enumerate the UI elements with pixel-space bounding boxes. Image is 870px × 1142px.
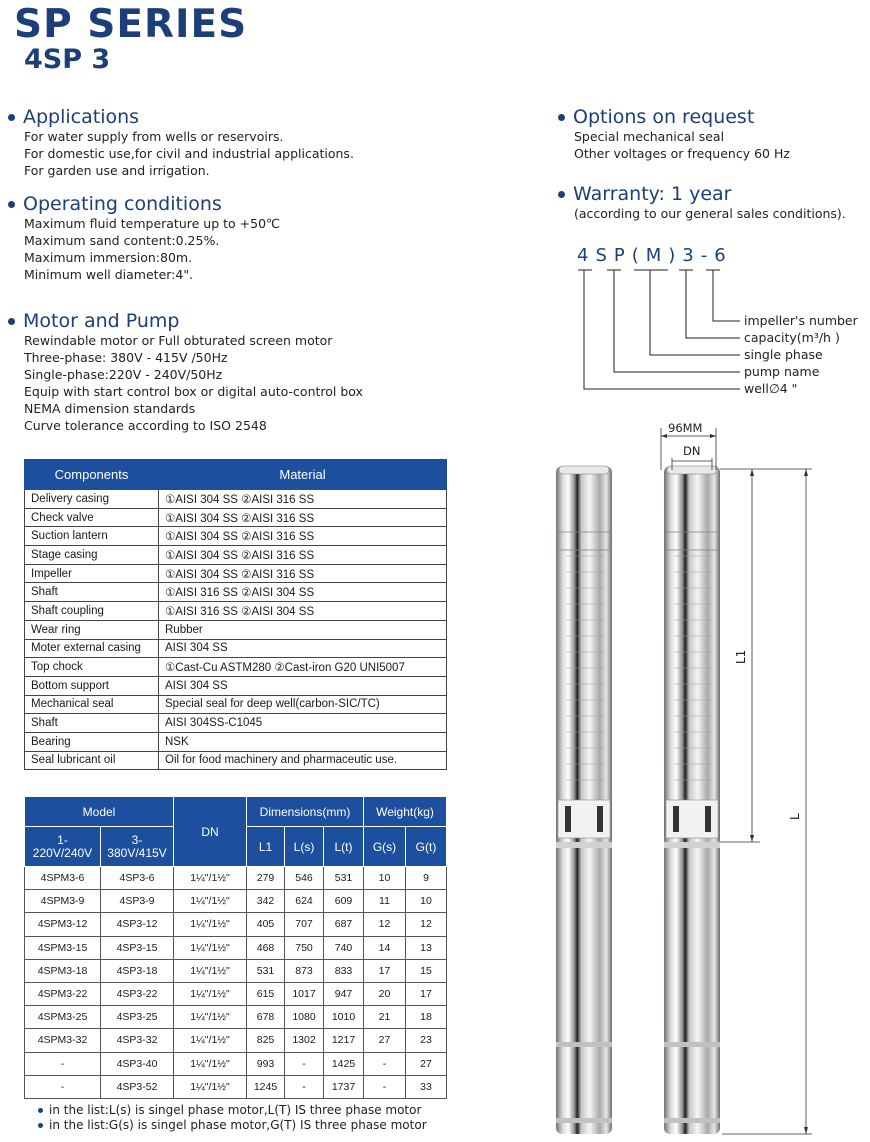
options-line: Special mechanical seal bbox=[574, 129, 725, 144]
dimension-cell: 27 bbox=[364, 1029, 406, 1052]
dimension-cell: 10 bbox=[406, 890, 447, 913]
material-cell: AISI 304 SS bbox=[159, 676, 447, 695]
material-cell: ①AISI 304 SS ②AISI 316 SS bbox=[159, 546, 447, 565]
component-cell: Bottom support bbox=[25, 676, 159, 695]
notes bbox=[38, 1103, 427, 1133]
material-cell: ①AISI 316 SS ②AISI 304 SS bbox=[159, 583, 447, 602]
dimension-cell: 1¼"/1½" bbox=[174, 1029, 247, 1052]
materials-header-material: Material bbox=[159, 460, 447, 490]
material-cell: ①AISI 304 SS ②AISI 316 SS bbox=[159, 564, 447, 583]
table-row bbox=[25, 490, 447, 509]
dimension-cell: 1425 bbox=[324, 1052, 364, 1075]
table-row bbox=[25, 959, 447, 982]
table-row bbox=[25, 867, 447, 890]
table-row bbox=[25, 936, 447, 959]
dim-header-model: Model bbox=[25, 797, 174, 827]
table-row bbox=[25, 564, 447, 583]
dimension-cell: 4SPM3-18 bbox=[25, 959, 101, 982]
component-cell: Moter external casing bbox=[25, 639, 159, 658]
dimension-cell: 21 bbox=[364, 1006, 406, 1029]
component-cell: Seal lubricant oil bbox=[25, 751, 159, 770]
operating-heading: Operating conditions bbox=[23, 193, 222, 215]
dimensions-table bbox=[24, 796, 447, 1099]
table-row bbox=[25, 695, 447, 714]
dim-header-dn: DN bbox=[174, 797, 247, 867]
dimension-cell: 4SPM3-25 bbox=[25, 1006, 101, 1029]
code-label-pump-name: pump name bbox=[744, 364, 820, 379]
dimension-cell: 4SP3-22 bbox=[101, 982, 174, 1005]
dimension-cell: 10 bbox=[364, 867, 406, 890]
code-leaders bbox=[578, 270, 740, 389]
table-row bbox=[25, 546, 447, 565]
dimension-cell: 707 bbox=[285, 913, 324, 936]
component-cell: Shaft coupling bbox=[25, 602, 159, 621]
table-row bbox=[25, 751, 447, 770]
dimension-cell: 405 bbox=[247, 913, 285, 936]
bullet-icon bbox=[38, 1123, 43, 1128]
l1-label: L1 bbox=[734, 649, 748, 664]
dimension-cell: 531 bbox=[324, 867, 364, 890]
table-row bbox=[25, 639, 447, 658]
motor-heading: Motor and Pump bbox=[23, 310, 180, 332]
operating-line: Maximum sand content:0.25%. bbox=[24, 233, 220, 248]
operating-line: Maximum fluid temperature up to +50℃ bbox=[24, 216, 281, 231]
table-row bbox=[25, 527, 447, 546]
dimension-cell: 14 bbox=[364, 936, 406, 959]
l-label: L bbox=[788, 813, 802, 820]
dimension-cell: 1010 bbox=[324, 1006, 364, 1029]
code-label-well: well∅4 " bbox=[744, 381, 798, 396]
dimension-cell: 1¼"/1½" bbox=[174, 867, 247, 890]
page-title: SP SERIES bbox=[14, 2, 248, 47]
dimension-cell: 1302 bbox=[285, 1029, 324, 1052]
dimension-cell: - bbox=[25, 1075, 101, 1098]
dimension-cell: 4SPM3-9 bbox=[25, 890, 101, 913]
dimension-cell: 33 bbox=[406, 1075, 447, 1098]
dimension-cell: 4SP3-18 bbox=[101, 959, 174, 982]
dimension-cell: 4SPM3-15 bbox=[25, 936, 101, 959]
dimension-cell: 4SP3-25 bbox=[101, 1006, 174, 1029]
material-cell: NSK bbox=[159, 732, 447, 751]
dim-header-gt: G(t) bbox=[406, 827, 447, 867]
dimension-cell: 23 bbox=[406, 1029, 447, 1052]
table-row bbox=[25, 982, 447, 1005]
dimension-cell: 4SP3-32 bbox=[101, 1029, 174, 1052]
dimension-cell: 1¼"/1½" bbox=[174, 890, 247, 913]
dimension-cell: 687 bbox=[324, 913, 364, 936]
component-cell: Mechanical seal bbox=[25, 695, 159, 714]
dimension-cell: 1217 bbox=[324, 1029, 364, 1052]
code-label-capacity: capacity(m³/h ) bbox=[744, 330, 840, 345]
bullet-icon bbox=[38, 1108, 43, 1113]
dim-header-dims: Dimensions(mm) bbox=[247, 797, 364, 827]
dimension-cell: 1¼"/1½" bbox=[174, 982, 247, 1005]
width-label: 96MM bbox=[668, 421, 703, 435]
dimension-cell: 546 bbox=[285, 867, 324, 890]
dimension-cell: 4SP3-9 bbox=[101, 890, 174, 913]
table-row bbox=[25, 732, 447, 751]
material-cell: AISI 304 SS bbox=[159, 639, 447, 658]
component-cell: Stage casing bbox=[25, 546, 159, 565]
operating-line: Minimum well diameter:4". bbox=[24, 267, 194, 282]
table-row bbox=[25, 583, 447, 602]
warranty-heading: Warranty: 1 year bbox=[573, 183, 732, 205]
component-cell: Check valve bbox=[25, 508, 159, 527]
model-code: 4SP(M)3-6 bbox=[577, 245, 733, 266]
dim-header-weight: Weight(kg) bbox=[364, 797, 447, 827]
component-cell: Shaft bbox=[25, 583, 159, 602]
dimension-cell: 4SP3-6 bbox=[101, 867, 174, 890]
dimension-cell: 624 bbox=[285, 890, 324, 913]
applications-heading: Applications bbox=[23, 106, 140, 128]
table-row bbox=[25, 714, 447, 733]
applications-line: For water supply from wells or reservoirs. bbox=[24, 129, 284, 144]
dimension-cell: 12 bbox=[364, 913, 406, 936]
component-cell: Delivery casing bbox=[25, 490, 159, 509]
motor-line: Equip with start control box or digital auto-control box bbox=[24, 384, 363, 399]
dimension-cell: 342 bbox=[247, 890, 285, 913]
dimension-cell: 279 bbox=[247, 867, 285, 890]
pump-left bbox=[556, 466, 612, 1134]
dimension-cell: 17 bbox=[364, 959, 406, 982]
dimension-cell: - bbox=[364, 1052, 406, 1075]
dimension-cell: 4SP3-40 bbox=[101, 1052, 174, 1075]
code-label-impeller: impeller's number bbox=[744, 313, 858, 328]
material-cell: Oil for food machinery and pharmaceutic use. bbox=[159, 751, 447, 770]
dimension-cell: - bbox=[364, 1075, 406, 1098]
material-cell: ①AISI 316 SS ②AISI 304 SS bbox=[159, 602, 447, 621]
materials-table bbox=[24, 459, 447, 770]
note-line: in the list:G(s) is singel phase motor,G(T) IS three phase motor bbox=[49, 1118, 427, 1132]
material-cell: ①Cast-Cu ASTM280 ②Cast-iron G20 UNI5007 bbox=[159, 658, 447, 677]
dimension-cell: 1¼"/1½" bbox=[174, 959, 247, 982]
dimension-cell: 4SP3-52 bbox=[101, 1075, 174, 1098]
table-row bbox=[25, 890, 447, 913]
dimension-cell: 13 bbox=[406, 936, 447, 959]
dimension-cell: 1¼"/1½" bbox=[174, 1052, 247, 1075]
component-cell: Shaft bbox=[25, 714, 159, 733]
pump-right bbox=[664, 466, 720, 1134]
dimension-cell: 4SP3-12 bbox=[101, 913, 174, 936]
component-cell: Wear ring bbox=[25, 620, 159, 639]
dimension-cell: 27 bbox=[406, 1052, 447, 1075]
dimension-cell: 750 bbox=[285, 936, 324, 959]
table-row bbox=[25, 620, 447, 639]
table-row bbox=[25, 1006, 447, 1029]
motor-line: NEMA dimension standards bbox=[24, 401, 196, 416]
dimension-cell: 4SPM3-6 bbox=[25, 867, 101, 890]
table-row bbox=[25, 602, 447, 621]
dimension-cell: 9 bbox=[406, 867, 447, 890]
dimension-cell: 15 bbox=[406, 959, 447, 982]
dimension-cell: 1¼"/1½" bbox=[174, 936, 247, 959]
dimension-cell: 825 bbox=[247, 1029, 285, 1052]
dim-header-three-phase: 3- 380V/415V bbox=[101, 827, 174, 867]
table-row bbox=[25, 508, 447, 527]
dimension-cell: 11 bbox=[364, 890, 406, 913]
dimension-cell: 4SPM3-22 bbox=[25, 982, 101, 1005]
dimension-cell: 1017 bbox=[285, 982, 324, 1005]
table-row bbox=[25, 1075, 447, 1098]
dimension-cell: 4SP3-15 bbox=[101, 936, 174, 959]
operating-line: Maximum immersion:80m. bbox=[24, 250, 193, 265]
component-cell: Suction lantern bbox=[25, 527, 159, 546]
material-cell: ①AISI 304 SS ②AISI 316 SS bbox=[159, 527, 447, 546]
component-cell: Top chock bbox=[25, 658, 159, 677]
dimension-cell: 873 bbox=[285, 959, 324, 982]
dimension-cell: 947 bbox=[324, 982, 364, 1005]
page-subtitle: 4SP 3 bbox=[24, 44, 111, 75]
material-cell: Rubber bbox=[159, 620, 447, 639]
dim-header-gs: G(s) bbox=[364, 827, 406, 867]
table-row bbox=[25, 676, 447, 695]
dimension-cell: 609 bbox=[324, 890, 364, 913]
table-row bbox=[25, 913, 447, 936]
dimension-cell: 1245 bbox=[247, 1075, 285, 1098]
dimension-cell: 18 bbox=[406, 1006, 447, 1029]
dimension-cell: 833 bbox=[324, 959, 364, 982]
code-label-phase: single phase bbox=[744, 347, 823, 362]
dimension-cell: - bbox=[285, 1075, 324, 1098]
options-heading: Options on request bbox=[573, 106, 755, 128]
dimension-cell: - bbox=[285, 1052, 324, 1075]
dimension-cell: 1080 bbox=[285, 1006, 324, 1029]
dimension-cell: 4SPM3-12 bbox=[25, 913, 101, 936]
warranty-line: (according to our general sales conditions). bbox=[574, 206, 846, 221]
dim-header-l1: L1 bbox=[247, 827, 285, 867]
materials-header-components: Components bbox=[25, 460, 159, 490]
applications-line: For domestic use,for civil and industrial applications. bbox=[24, 146, 354, 161]
dim-header-single-phase: 1- 220V/240V bbox=[25, 827, 101, 867]
dimension-cell: 468 bbox=[247, 936, 285, 959]
dimension-cell: 1¼"/1½" bbox=[174, 913, 247, 936]
motor-line: Three-phase: 380V - 415V /50Hz bbox=[24, 350, 228, 365]
material-cell: AISI 304SS-C1045 bbox=[159, 714, 447, 733]
dimension-cell: 20 bbox=[364, 982, 406, 1005]
dim-header-lt: L(t) bbox=[324, 827, 364, 867]
dimension-cell: 993 bbox=[247, 1052, 285, 1075]
table-row bbox=[25, 658, 447, 677]
dimension-cell: 4SPM3-32 bbox=[25, 1029, 101, 1052]
dimension-cell: - bbox=[25, 1052, 101, 1075]
dn-label: DN bbox=[683, 444, 701, 458]
dimension-cell: 1¼"/1½" bbox=[174, 1075, 247, 1098]
dimension-cell: 12 bbox=[406, 913, 447, 936]
dim-header-ls: L(s) bbox=[285, 827, 324, 867]
material-cell: ①AISI 304 SS ②AISI 316 SS bbox=[159, 490, 447, 509]
table-row bbox=[25, 1029, 447, 1052]
table-row bbox=[25, 1052, 447, 1075]
dimension-cell: 1¼"/1½" bbox=[174, 1006, 247, 1029]
dimension-cell: 740 bbox=[324, 936, 364, 959]
dimension-cell: 17 bbox=[406, 982, 447, 1005]
options-line: Other voltages or frequency 60 Hz bbox=[574, 146, 790, 161]
note-line: in the list:L(s) is singel phase motor,L(T) IS three phase motor bbox=[49, 1103, 422, 1117]
motor-line: Curve tolerance according to ISO 2548 bbox=[24, 418, 267, 433]
dimension-cell: 531 bbox=[247, 959, 285, 982]
applications-line: For garden use and irrigation. bbox=[24, 163, 210, 178]
material-cell: Special seal for deep well(carbon-SIC/TC) bbox=[159, 695, 447, 714]
motor-line: Rewindable motor or Full obturated screen motor bbox=[24, 333, 333, 348]
motor-line: Single-phase:220V - 240V/50Hz bbox=[24, 367, 223, 382]
material-cell: ①AISI 304 SS ②AISI 316 SS bbox=[159, 508, 447, 527]
component-cell: Bearing bbox=[25, 732, 159, 751]
component-cell: Impeller bbox=[25, 564, 159, 583]
dimension-cell: 615 bbox=[247, 982, 285, 1005]
dimension-cell: 1737 bbox=[324, 1075, 364, 1098]
dimension-cell: 678 bbox=[247, 1006, 285, 1029]
